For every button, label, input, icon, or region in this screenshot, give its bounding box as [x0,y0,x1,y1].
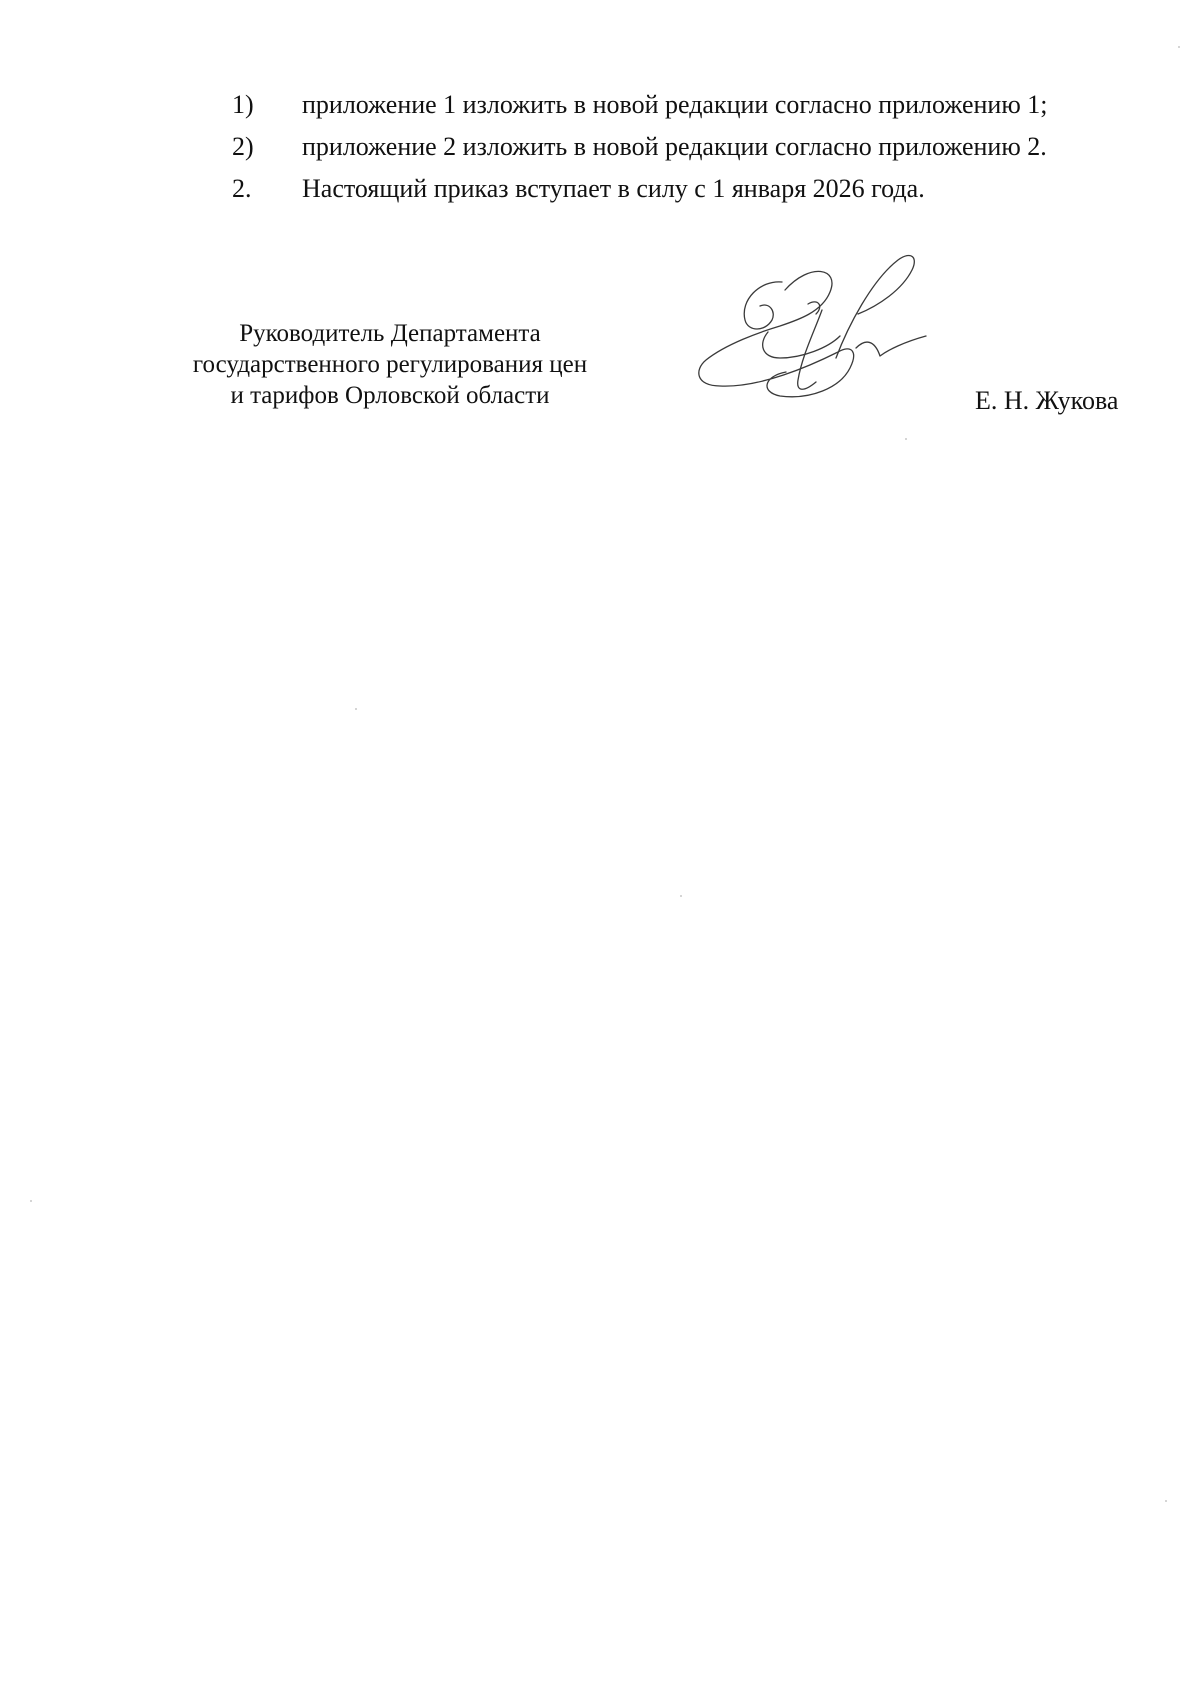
list-item-number: 2) [232,132,254,161]
list-item-text: Настоящий приказ вступает в силу с 1 января 2026 года. [302,174,925,203]
scan-speck [905,438,907,440]
list-item [0,88,1200,122]
list-item [0,130,1200,164]
list-item-number: 2. [232,174,252,203]
signer-name: Е. Н. Жукова [975,386,1119,415]
scan-speck [1178,46,1180,48]
handwritten-signature [690,240,950,430]
list-item-text: приложение 1 изложить в новой редакции согласно приложению 1; [302,90,1048,119]
scan-speck [355,708,357,710]
signatory-title-line: и тарифов Орловской области [230,382,550,409]
scan-speck [1165,1500,1167,1502]
scan-speck [680,895,682,897]
list-item [0,172,1200,206]
signatory-title [140,318,640,411]
list-item-number: 1) [232,90,254,119]
signatory-title-line: Руководитель Департамента [239,320,541,347]
scan-speck [30,1200,32,1202]
signatory-title-line: государственного регулирования цен [192,351,588,378]
list-item-text: приложение 2 изложить в новой редакции согласно приложению 2. [302,132,1047,161]
